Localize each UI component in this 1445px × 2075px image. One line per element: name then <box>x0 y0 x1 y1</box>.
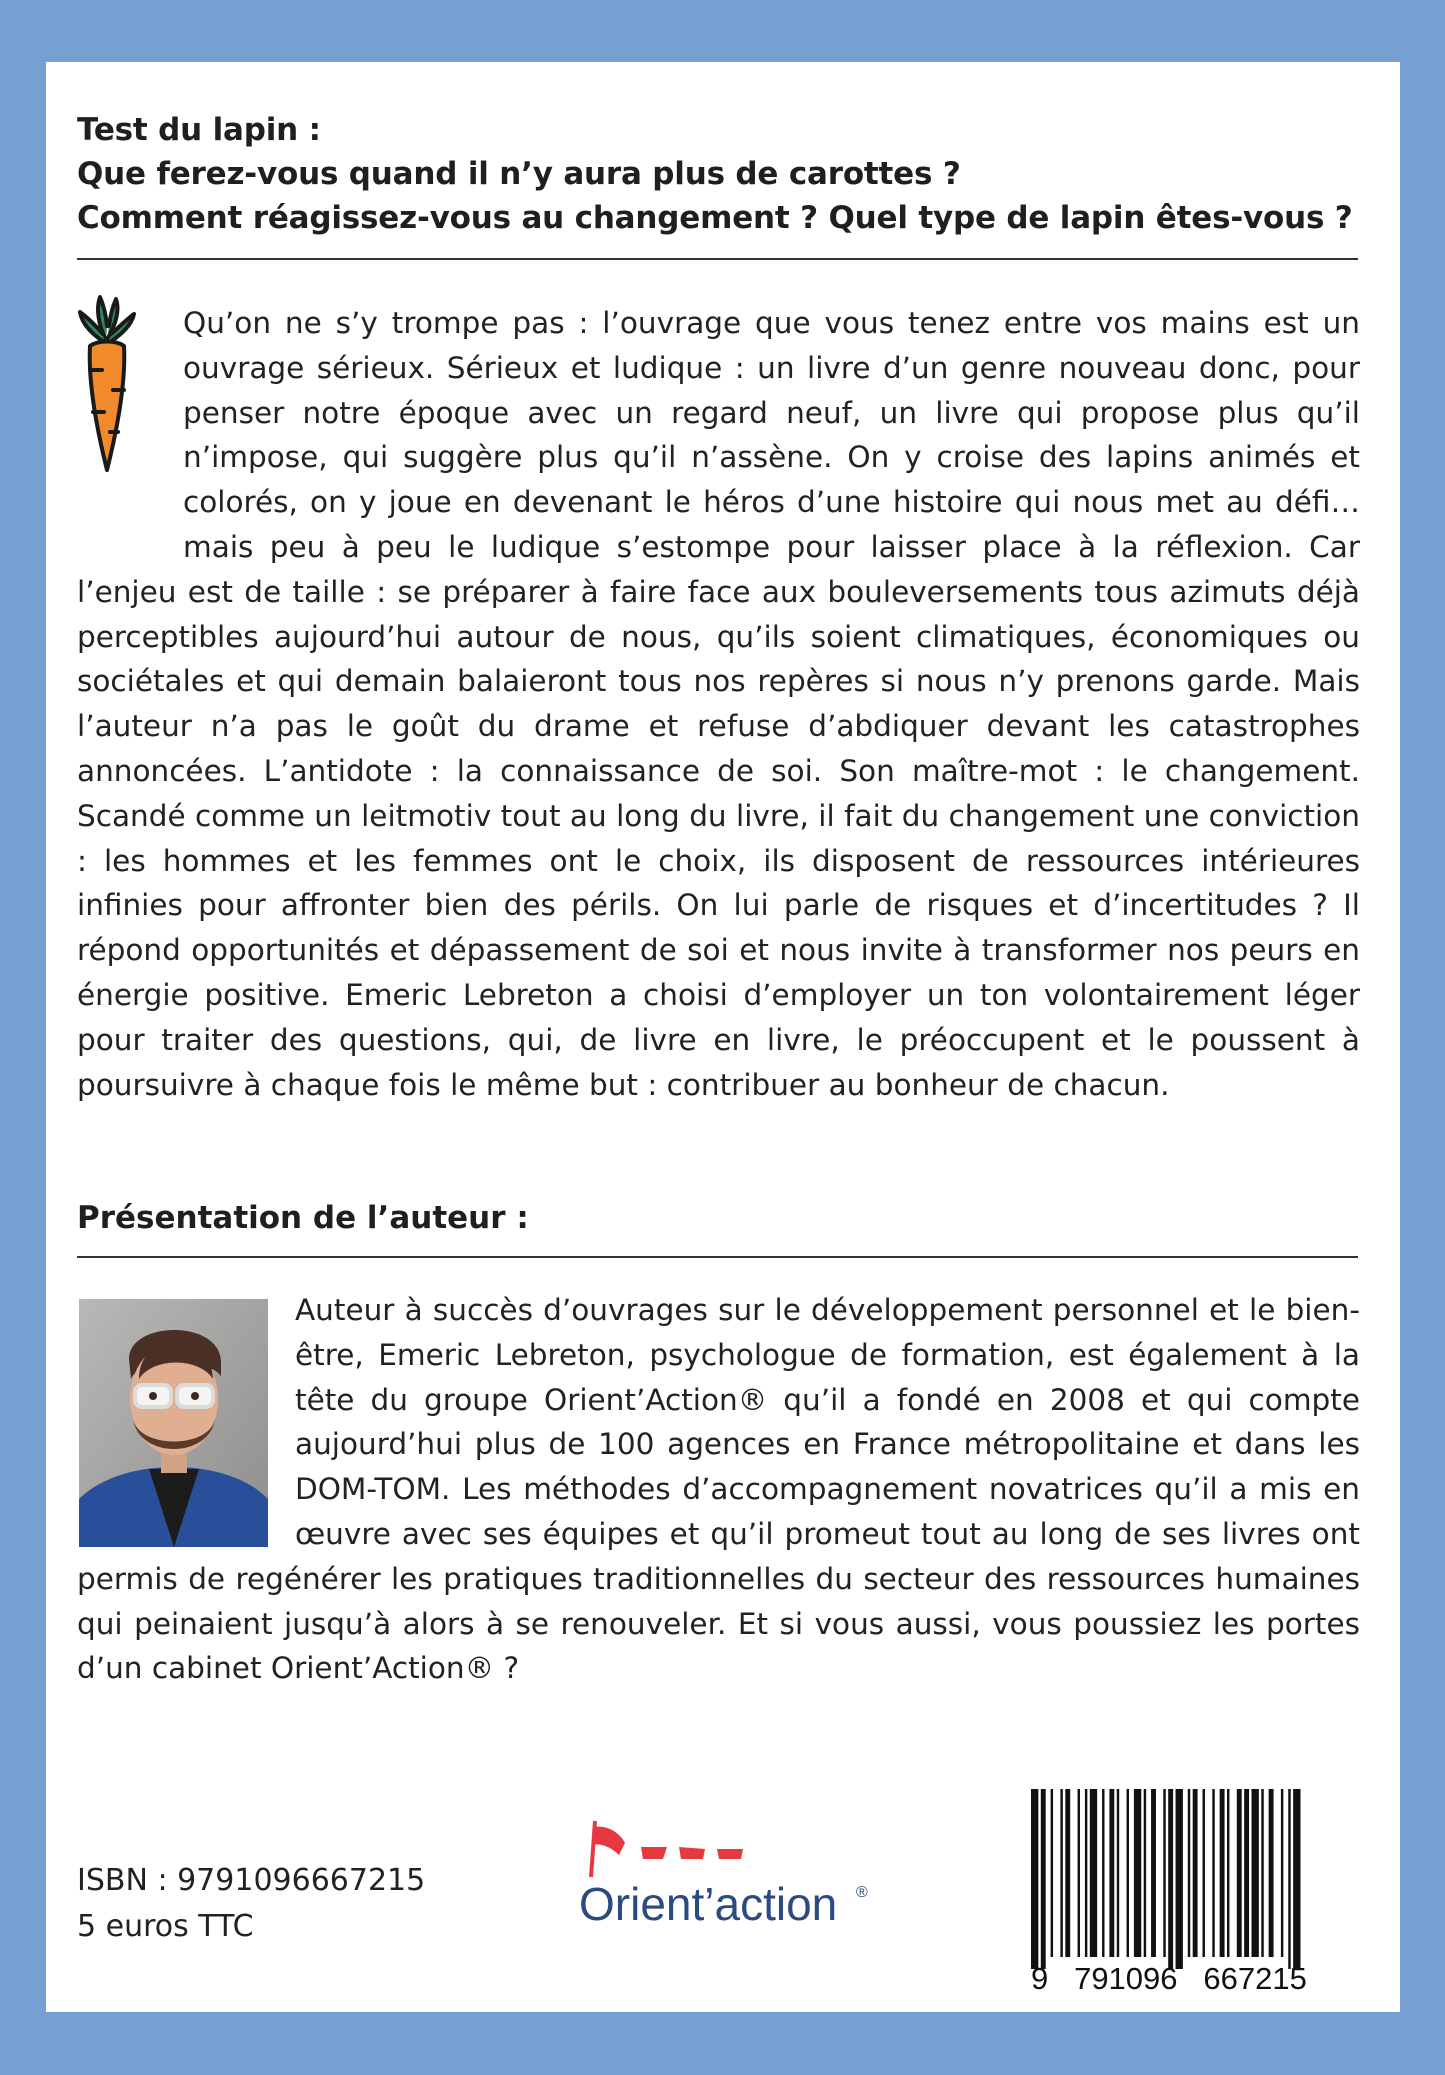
back-cover <box>46 62 1400 2012</box>
author-heading: Présentation de l’auteur : <box>77 1200 529 1236</box>
author-divider <box>77 1256 1358 1258</box>
barcode-bar <box>1193 1789 1198 1957</box>
barcode <box>1031 1789 1361 1994</box>
barcode-bar <box>1109 1789 1114 1957</box>
author-paragraph: Auteur à succès d’ouvrages sur le développement personnel et le bien-être, Emeric Lebreton, psychologue de formation, est également à la tête du groupe Orient’Action® qu’il a fondé en 2008 et qui compte aujourd’hui plus de 100 agences en France métropolitaine et dans les DOM-TOM. Les méthodes d’accompagnement novatrices qu’il a mis en œuvre avec ses équipes et qu’il promeut tout au long de ses livres ont permis de regénérer les pratiques traditionnelles du secteur des ressources humaines qui peinaient jusqu’à alors à se renouveler. Et si vous aussi, vous poussiez les portes d’un cabinet Orient’Action® ? <box>77 1293 1360 1686</box>
barcode-bar <box>1252 1789 1259 1957</box>
barcode-bar <box>1090 1789 1097 1957</box>
pricing-block <box>77 1858 425 1950</box>
price-text: 5 euros TTC <box>77 1909 254 1944</box>
barcode-bar <box>1237 1789 1242 1957</box>
barcode-bar <box>1117 1789 1119 1957</box>
barcode-bar <box>1065 1789 1070 1957</box>
logo-registered-mark: ® <box>856 1884 868 1901</box>
barcode-bar <box>1031 1789 1038 1969</box>
barcode-bar <box>1168 1789 1173 1969</box>
title-divider <box>77 258 1358 260</box>
isbn-text: ISBN : 9791096667215 <box>77 1863 426 1898</box>
barcode-bar <box>1127 1789 1129 1957</box>
barcode-bar <box>1041 1789 1046 1969</box>
barcode-bar <box>1288 1789 1290 1969</box>
cover-title <box>77 108 1377 240</box>
barcode-bar <box>1060 1789 1062 1957</box>
barcode-bar <box>1102 1789 1104 1957</box>
title-line-2: Que ferez-vous quand il n’y aura plus de carottes ? <box>77 156 961 192</box>
barcode-bar <box>1134 1789 1141 1957</box>
barcode-bar <box>1293 1789 1300 1969</box>
barcode-bar <box>1188 1789 1190 1957</box>
barcode-bar <box>1281 1789 1283 1957</box>
title-line-1: Test du lapin : <box>77 112 321 148</box>
logo-text: Orient’action <box>579 1878 838 1930</box>
barcode-bar <box>1163 1789 1165 1957</box>
barcode-bar <box>1078 1789 1080 1957</box>
barcode-bar <box>1244 1789 1249 1957</box>
orient-action-logo <box>571 1817 911 1967</box>
barcode-bar <box>1051 1789 1053 1957</box>
summary-paragraph: Qu’on ne s’y trompe pas : l’ouvrage que vous tenez entre vos mains est un ouvrage sérieux. Sérieux et ludique : un livre d’un genre nouveau donc, pour penser notre époque avec un regard neuf, un livre qui propose plus qu’il n’impose, qui suggère plus qu’il n’assène. On y croise des lapins animés et colorés, on y joue en devenant le héros d’une histoire qui nous met au défi… mais peu à peu le ludique s’estompe pour laisser place à la réflexion. Car l’enjeu est de taille : se préparer à faire face aux bouleversements tous azimuts déjà perceptibles aujourd’hui autour de nous, qu’ils soient climatiques, économiques ou sociétales et qui demain balaieront tous nos repères si nous n’y prenons garde. Mais l’auteur n’a pas le goût du drame et refuse d’abdiquer devant les catastrophes annoncées. L’antidote : la connaissance de soi. Son maître-mot : le changement. Scandé comme un leitmotiv tout au long du livre, il fait du changement une conviction : les hommes et les femmes ont le choix, ils disposent de ressources intérieures infinies pour affronter bien des périls. On lui parle de risques et d’incertitudes ? Il répond opportunités et dépassement de soi et nous invite à transformer nos peurs en énergie positive. Emeric Lebreton a choisi d’employer un ton volontairement léger pour traiter des questions, qui, de livre en livre, le préoccupent et le poussent à poursuivre à chaque fois le même but : contribuer au bonheur de chacun. <box>77 306 1360 1102</box>
title-line-3: Comment réagissez-vous au changement ? Quel type de lapin êtes-vous ? <box>77 200 1353 236</box>
barcode-bar <box>1261 1789 1263 1957</box>
barcode-bar <box>1227 1789 1229 1957</box>
barcode-bar <box>1220 1789 1225 1957</box>
barcode-bar <box>1176 1789 1183 1969</box>
barcode-bar <box>1203 1789 1205 1957</box>
barcode-bar <box>1269 1789 1274 1957</box>
barcode-digits: 9 791096 667215 <box>1031 1961 1307 1994</box>
barcode-bar <box>1212 1789 1214 1957</box>
barcode-bar <box>1144 1789 1146 1957</box>
barcode-bar <box>1151 1789 1156 1957</box>
barcode-bar <box>1085 1789 1087 1957</box>
